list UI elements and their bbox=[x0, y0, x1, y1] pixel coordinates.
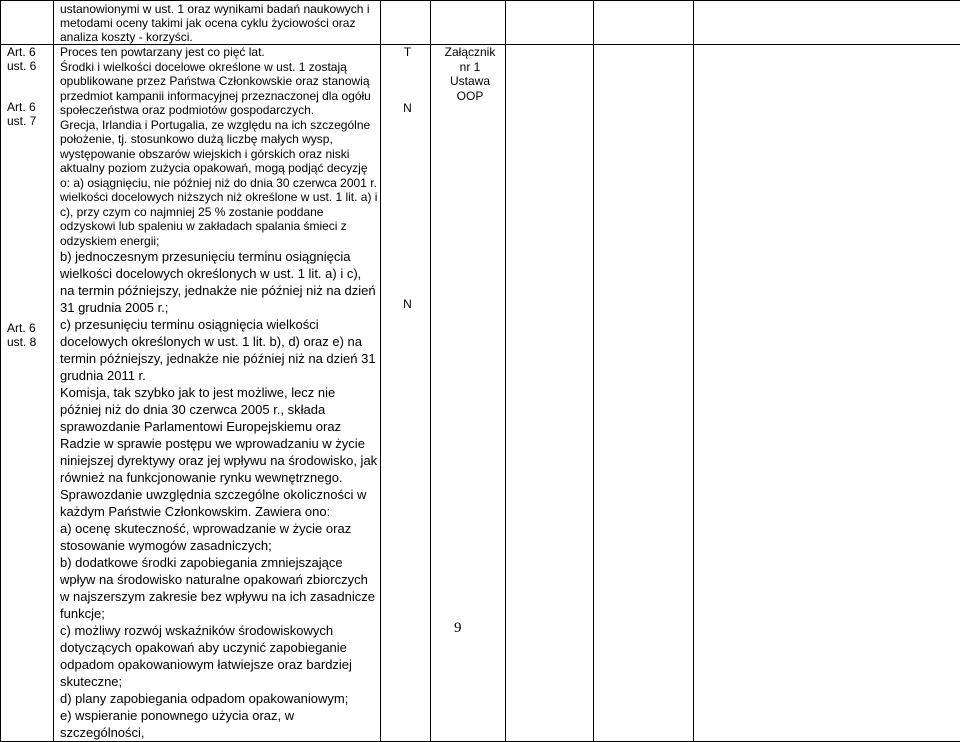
provision-paragraph: e) wspieranie ponownego użycia oraz, w szczególności, bbox=[60, 707, 378, 741]
type-cell bbox=[381, 45, 431, 742]
provision-paragraph: Komisja, tak szybko jak to jest możliwe, lecz nie później niż do dnia 30 czerwca 2005 r., składa sprawozdanie Parlamentowi Europejskiemu oraz Radzie w sprawie postępu we wprowadzaniu w życie niniejszej dyrektywy oraz jej wpływu na środowisko, jak również na funkcjonowanie rynku wewnętrznego. Sprawozdanie uwzględnia szczególne okoliczności w każdym Państwie Członkowskim. Zawiera ono: bbox=[60, 384, 378, 520]
reference-doc: Załącznik nr 1 Ustawa OOP bbox=[437, 45, 503, 103]
provision-paragraph: a) ocenę skuteczność, wprowadzanie w życie oraz stosowanie wymogów zasadniczych; bbox=[60, 520, 378, 554]
empty-cell bbox=[506, 45, 594, 742]
reference-cell bbox=[431, 1, 506, 45]
provision-paragraph: Środki i wielkości docelowe określone w ust. 1 zostają opublikowane przez Państwa Członkowskie oraz stanowią przedmiot kampanii informacyjnej przeznaczonej dla ogółu społeczeństwa oraz podmiotów gospodarczych. bbox=[60, 60, 378, 118]
transposition-mark: T bbox=[387, 45, 428, 59]
provision-paragraph: c) przesunięciu terminu osiągnięcia wielkości docelowych określonych w ust. 1 lit. b), d) oraz e) na termin późniejszy, jednakże nie później niż na dzień 31 grudnia 2011 r. bbox=[60, 316, 378, 384]
provision-paragraph: Grecja, Irlandia i Portugalia, ze względu na ich szczególne położenie, tj. stosunkowo dużą liczbę małych wysp, występowanie obszarów wiejskich i górskich oraz niski aktualny poziom zużycia opakowań, mogą podjąć decyzję o: a) osiągnięciu, nie później niż do dnia 30 czerwca 2001 r. wielkości docelowych niższych niż określone w ust. 1 lit. a) i c), przy czym co najmniej 25 % zostanie poddane odzyskowi lub spaleniu w zakładach spalania śmieci z odzyskiem energii; bbox=[60, 118, 378, 249]
type-cell bbox=[381, 1, 431, 45]
empty-cell bbox=[506, 1, 594, 45]
page-number: 9 bbox=[454, 620, 462, 637]
transposition-mark: N bbox=[387, 297, 428, 311]
article-ref: Art. 6 ust. 6 bbox=[7, 45, 51, 74]
table-row bbox=[1, 1, 960, 45]
provision-text-cell bbox=[54, 1, 381, 45]
continuation-text: ustanowionymi w ust. 1 oraz wynikami badań naukowych i metodami oceny takimi jak ocena cyklu życiowości oraz analiza koszty - korzyści. bbox=[60, 2, 378, 44]
provision-paragraph: c) możliwy rozwój wskaźników środowiskowych dotyczących opakowań aby uczynić zapobieganie odpadom opakowaniowym łatwiejsze oraz bardziej skuteczne; bbox=[60, 622, 378, 690]
empty-cell bbox=[694, 45, 960, 742]
provision-paragraph: d) plany zapobiegania odpadom opakowaniowym; bbox=[60, 690, 378, 707]
provision-paragraph: b) jednoczesnym przesunięciu terminu osiągnięcia wielkości docelowych określonych w ust. 1 lit. a) i c), na termin późniejszy, jednakże nie później niż na dzień 31 grudnia 2005 r.; bbox=[60, 248, 378, 316]
article-cell bbox=[1, 1, 54, 45]
article-cell bbox=[1, 45, 54, 742]
article-ref: Art. 6 ust. 7 bbox=[7, 100, 51, 129]
reference-cell bbox=[431, 45, 506, 742]
provision-text-cell bbox=[54, 45, 381, 742]
provision-paragraph: b) dodatkowe środki zapobiegania zmniejszające wpływ na środowisko naturalne opakowań zbiorczych w najszerszym zakresie bez wpływu na ich zasadnicze funkcje; bbox=[60, 554, 378, 622]
provision-paragraph: Proces ten powtarzany jest co pięć lat. bbox=[60, 45, 378, 60]
transposition-mark: N bbox=[387, 101, 428, 115]
empty-cell bbox=[594, 45, 694, 742]
empty-cell bbox=[694, 1, 960, 45]
empty-cell bbox=[594, 1, 694, 45]
article-ref: Art. 6 ust. 8 bbox=[7, 321, 51, 350]
table-row bbox=[1, 45, 960, 742]
